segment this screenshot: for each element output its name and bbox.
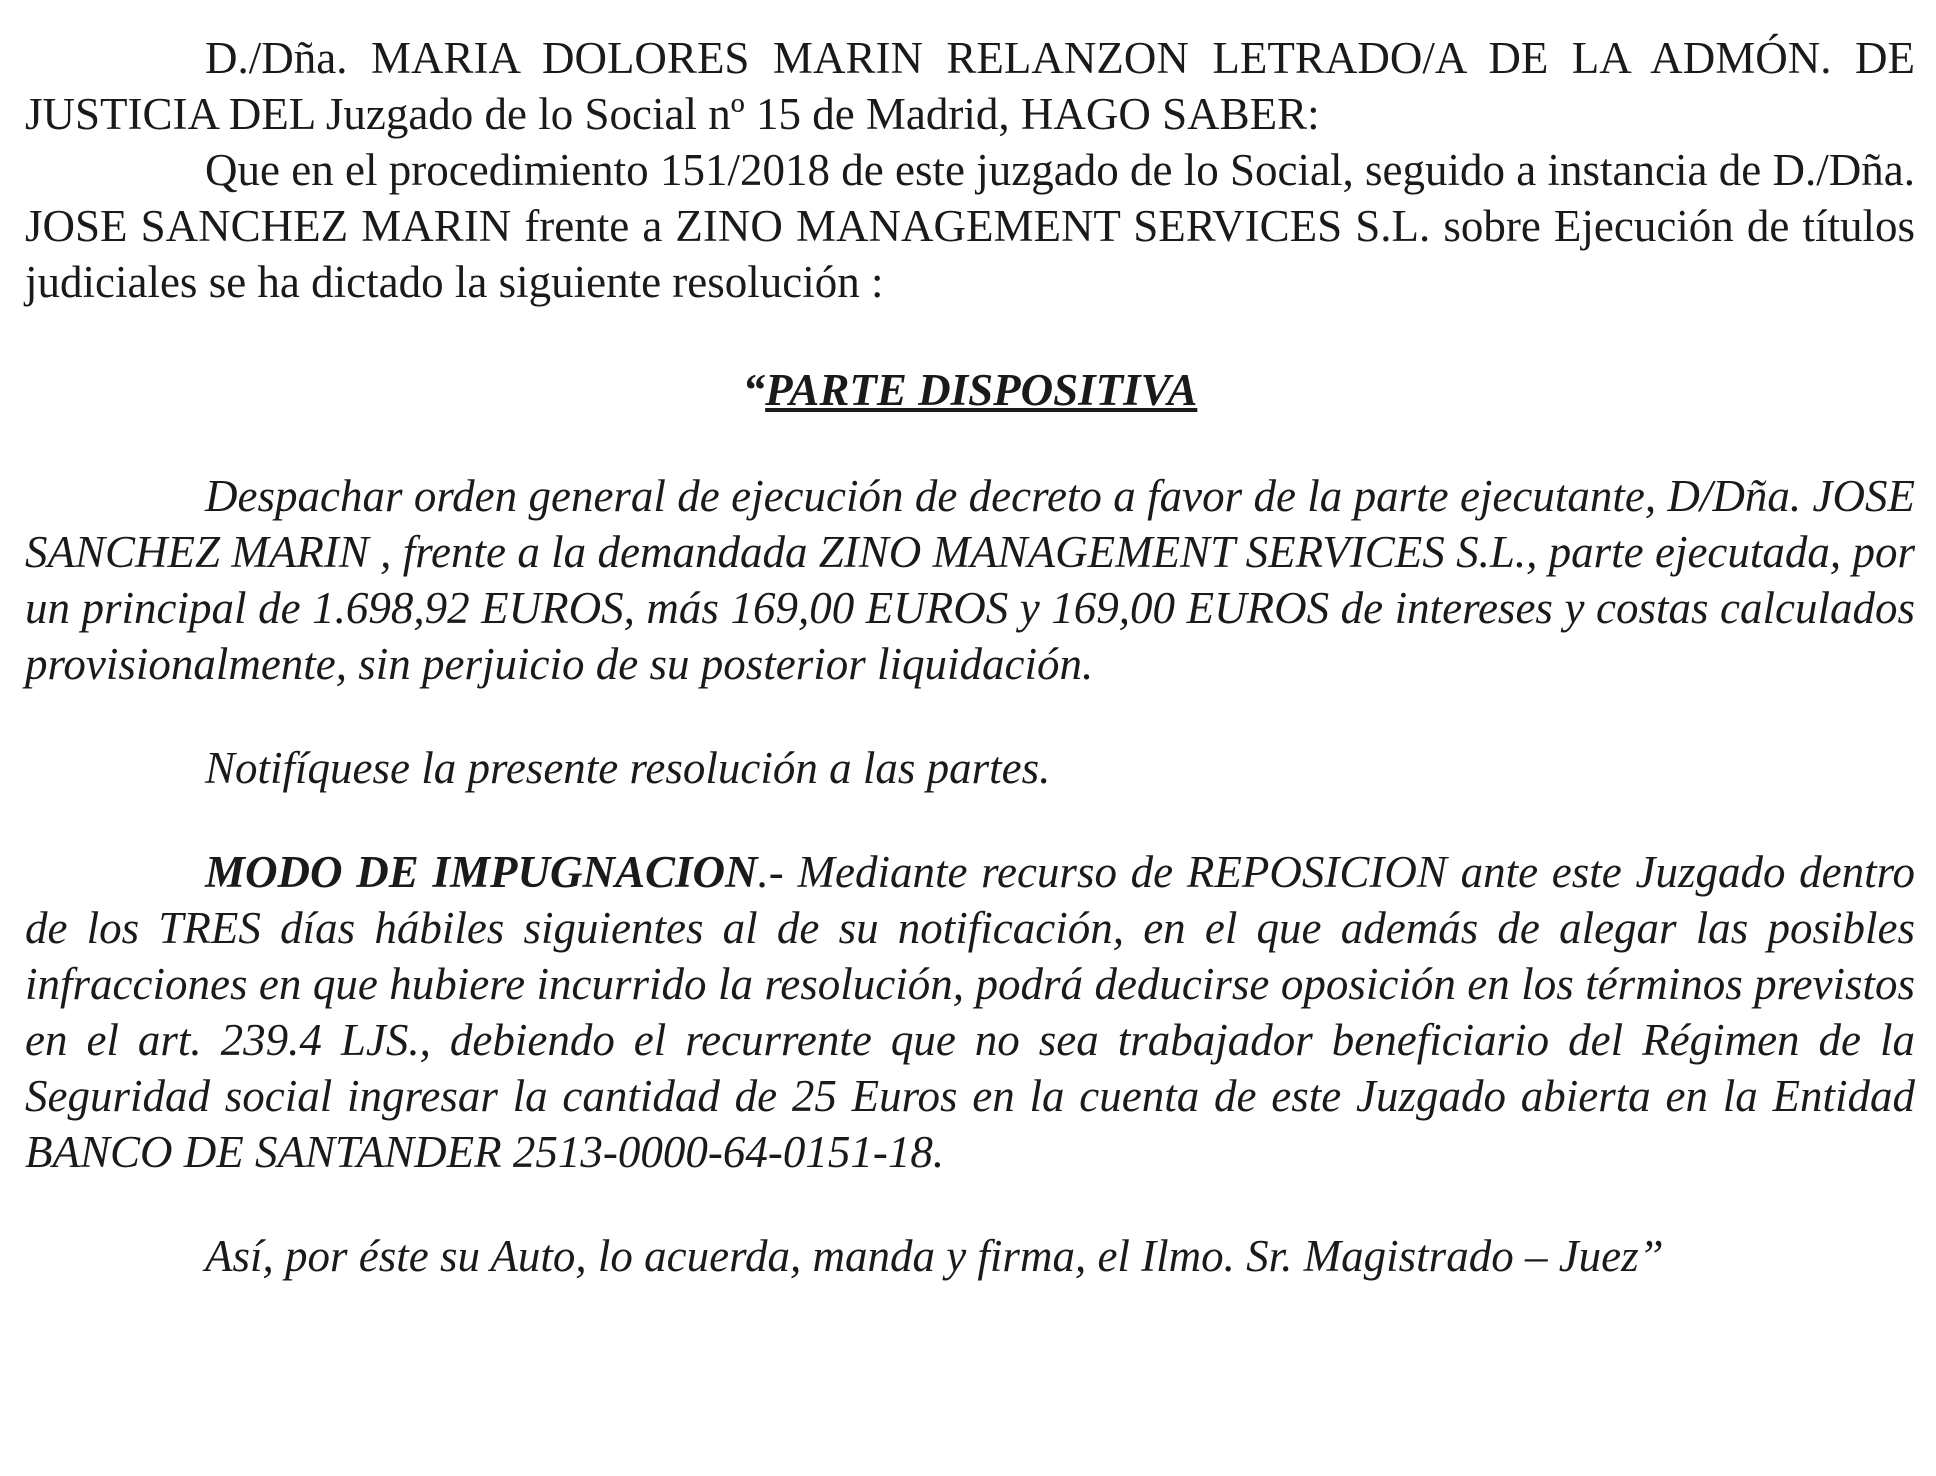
section-heading: PARTE DISPOSITIVA [765, 365, 1198, 415]
document-body [25, 30, 1915, 1284]
impugnacion-text: .- Mediante recurso de REPOSICION ante este Juzgado dentro de los TRES días hábiles siguientes al de su notificación, en el que además de alegar las posibles infracciones en que hubiere incurrido la resolución, podrá deducirse oposición en los términos previstos en el art. 239.4 LJS., debiendo el recurrente que no sea trabajador beneficiario del Régimen de la Seguridad social ingresar la cantidad de 25 Euros en la cuenta de este Juzgado abierta en la Entidad BANCO DE SANTANDER 2513-0000-64-0151-18. [25, 847, 1915, 1177]
intro-paragraph: D./Dña. MARIA DOLORES MARIN RELANZON LETRADO/A DE LA ADMÓN. DE JUSTICIA DEL Juzgado de lo Social nº 15 de Madrid, HAGO SABER: [25, 33, 1915, 139]
despachar-paragraph: Despachar orden general de ejecución de decreto a favor de la parte ejecutante, D/Dña. JOSE SANCHEZ MARIN , frente a la demandada ZINO MANAGEMENT SERVICES S.L., parte ejecutada, por un principal de 1.698,92 EUROS, más 169,00 EUROS y 169,00 EUROS de intereses y costas calculados provisionalmente, sin perjuicio de su posterior liquidación. [25, 471, 1915, 689]
procedure-paragraph: Que en el procedimiento 151/2018 de este juzgado de lo Social, seguido a instancia de D./Dña. JOSE SANCHEZ MARIN frente a ZINO MANAGEMENT SERVICES S.L. sobre Ejecución de títulos judiciales se ha dictado la siguiente resolución : [25, 145, 1915, 307]
impugnacion-label: MODO DE IMPUGNACION [205, 847, 758, 897]
closing-paragraph: Así, por éste su Auto, lo acuerda, manda y firma, el Ilmo. Sr. Magistrado – Juez” [205, 1231, 1664, 1281]
impugnacion-paragraph [25, 844, 1915, 1180]
section-title [25, 362, 1915, 418]
opening-quote: “ [742, 365, 766, 415]
notifiquese-paragraph: Notifíquese la presente resolución a las partes. [205, 743, 1051, 793]
